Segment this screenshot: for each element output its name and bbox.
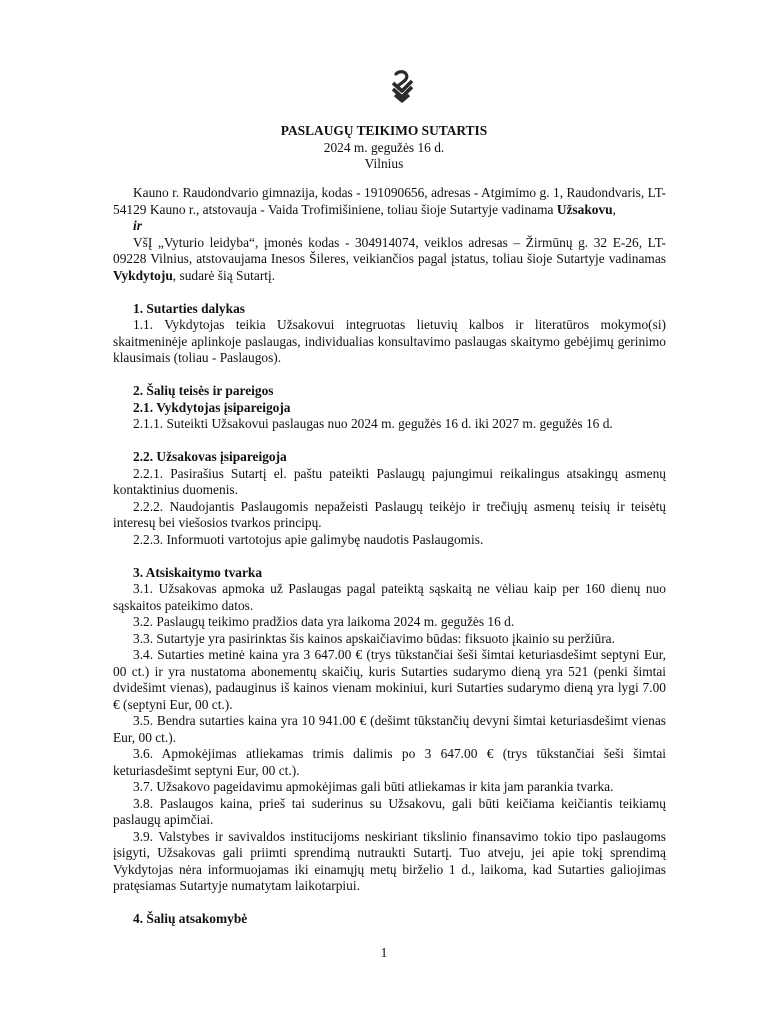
document-city: Vilnius [364, 156, 404, 171]
clause: 3.8. Paslaugos kaina, prieš tai suderinus su Užsakovu, gali būti keičiama keičiantis teikiamų paslaugų apimčiai. [113, 795, 666, 827]
clause: 3.4. Sutarties metinė kaina yra 3 647.00 € (trys tūkstančiai šeši šimtai keturiasdešimt septyni Eur, 00 ct.) ir yra nustatoma abonementų skaičių, kuris Sutarties sudarymo dieną yra 521 (penki šimtai dvidešimt vienas), padauginus iš kainos vienam mokiniui, kuri Sutarties sudarymo dieną yra lygi 7.00 € (septyni Eur, 00 ct.). [113, 647, 666, 712]
document-title: PASLAUGŲ TEIKIMO SUTARTIS [280, 123, 488, 138]
section-heading: 3. Atsiskaitymo tvarka [133, 564, 263, 580]
subsection-heading: 2.1. Vykdytojas įsipareigoja [133, 399, 291, 415]
clause: 3.3. Sutartyje yra pasirinktas šis kainos apskaičiavimo būdas: fiksuoto įkainio su peržiūra. [133, 630, 615, 646]
party-conjunction: ir [133, 218, 142, 233]
publisher-logo-icon [387, 70, 417, 104]
clause: 3.5. Bendra sutarties kaina yra 10 941.00 € (dešimt tūkstančių devyni šimtai keturiasdešimt vienas Eur, 00 ct.). [113, 713, 666, 745]
document-body [113, 185, 666, 928]
clause: 3.6. Apmokėjimas atliekamas trimis dalimis po 3 647.00 € (trys tūkstančiai šeši šimtai keturiasdešimt septyni Eur, 00 ct.). [113, 746, 666, 778]
clause: 2.2.1. Pasirašius Sutartį el. paštu pateikti Paslaugų pajungimui reikalingus atsakingų asmenų kontaktinius duomenis. [113, 465, 666, 497]
page-number: 1 [380, 945, 388, 960]
party-contractor: VšĮ „Vyturio leidyba“, įmonės kodas - 304914074, veiklos adresas – Žirmūnų g. 32 E-26, LT-09228 Vilnius, atstovaujama Inesos Šileres, veikiančios pagal įstatus, toliau šioje Sutartyje vadinamas Vykdytoju, sudarė šią Sutartį. [113, 234, 666, 283]
clause: 3.9. Valstybes ir savivaldos institucijoms neskiriant tikslinio finansavimo tokio tipo paslaugoms įsigyti, Užsakovas gali priimti sprendimą nutraukti Sutartį. Tuo atveju, jei apie tokį sprendimą Vykdytojas nėra informuojamas iki einamųjų metų birželio 1 d., laikoma, kad Sutarties galiojimas pratęsiamas Sutartyje numatytam laikotarpiui. [113, 828, 666, 893]
clause: 3.2. Paslaugų teikimo pradžios data yra laikoma 2024 m. gegužės 16 d. [133, 614, 515, 629]
party-customer: Kauno r. Raudondvario gimnazija, kodas - 191090656, adresas - Atgimimo g. 1, Raudondvaris, LT-54129 Kauno r., atstovauja - Vaida Trofimišiniene, toliau šioje Sutartyje vadinama Užsakovu, [113, 185, 666, 217]
clause: 1.1. Vykdytojas teikia Užsakovui integruotas lietuvių kalbos ir literatūros mokymo(si) skaitmeninėje aplinkoje paslaugas, individualias konsultavimo paslaugas skaitymo gebėjimų gerinimo klausimais (toliau - Paslaugos). [113, 317, 666, 365]
section-heading: 2. Šalių teisės ir pareigos [133, 383, 274, 398]
clause: 2.2.3. Informuoti vartotojus apie galimybę naudotis Paslaugomis. [133, 531, 484, 547]
clause: 3.7. Užsakovo pageidavimu apmokėjimas gali būti atliekamas ir kita jam parankia tvarka. [133, 779, 614, 794]
document-date: 2024 m. gegužės 16 d. [323, 139, 445, 155]
clause: 2.2.2. Naudojantis Paslaugomis nepažeisti Paslaugų teikėjo ir trečiųjų asmenų teisių ir teisėtų interesų bei viešosios tvarkos principų. [113, 498, 666, 530]
clause: 3.1. Užsakovas apmoka už Paslaugas pagal pateiktą sąskaitą ne vėliau kaip per 160 dienų nuo sąskaitos pateikimo datos. [113, 581, 666, 613]
subsection-heading: 2.2. Užsakovas įsipareigoja [133, 449, 287, 464]
section-heading: 1. Sutarties dalykas [133, 300, 245, 316]
section-heading: 4. Šalių atsakomybė [133, 911, 248, 926]
clause: 2.1.1. Suteikti Užsakovui paslaugas nuo 2024 m. gegužės 16 d. iki 2027 m. gegužės 16 d. [133, 416, 613, 431]
